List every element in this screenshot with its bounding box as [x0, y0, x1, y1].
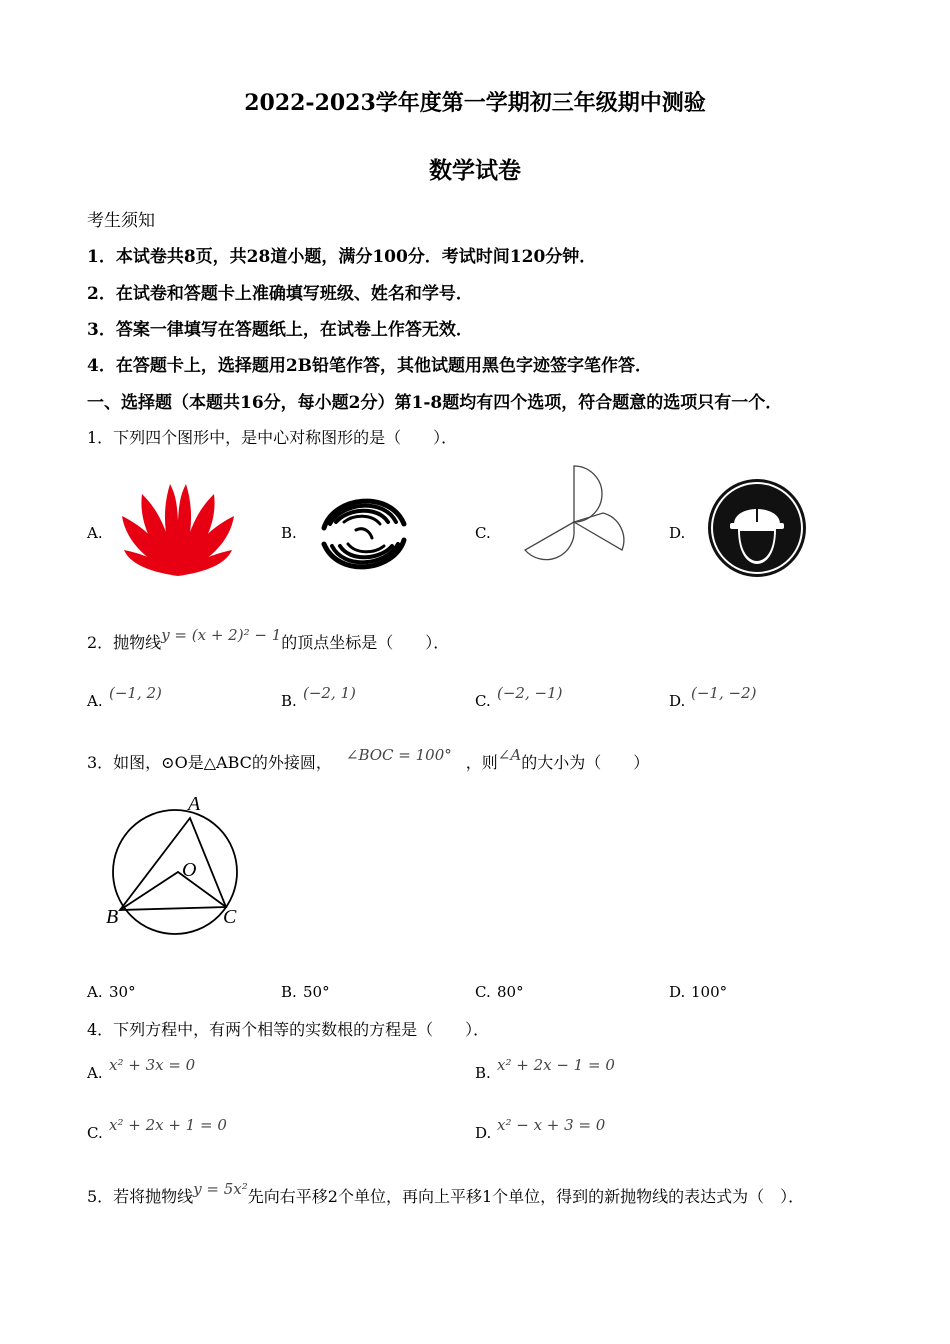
q2-option-a-value: (−1, 2): [109, 684, 162, 702]
q3-option-b: [281, 983, 330, 1001]
q4-option-a-value: x² + 3x = 0: [109, 1056, 196, 1074]
q2-stem-pre: 2．抛物线: [87, 633, 162, 652]
q1-option-c-label: C.: [475, 524, 491, 542]
q3-option-d-value: 100°: [691, 983, 728, 1001]
notice-item-3: 3．答案一律填写在答题纸上，在试卷上作答无效．: [87, 320, 473, 340]
q4-option-a-label: A.: [87, 1064, 103, 1082]
notice-heading: 考生须知: [87, 211, 155, 231]
q1-option-b-label: B.: [281, 524, 297, 542]
huawei-logo-icon: [122, 480, 234, 578]
question-4-stem: 4．下列方程中，有两个相等的实数根的方程是（ ）．: [87, 1020, 490, 1039]
question-1-stem: 1．下列四个图形中，是中心对称图形的是（ ）．: [87, 428, 458, 447]
question-5-stem: [87, 1180, 805, 1207]
notice-item-1: 1．本试卷共8页，共28道小题，满分100分．考试时间120分钟．: [87, 247, 597, 267]
q3-option-d-label: D.: [669, 983, 686, 1001]
notice-item-2: 2．在试卷和答题卡上准确填写班级、姓名和学号．: [87, 284, 473, 304]
figure-label-b: B: [106, 906, 119, 928]
q5-stem-pre: 5．若将抛物线: [87, 1187, 194, 1206]
q3-option-c: [475, 983, 524, 1001]
q5-formula: y = 5x²: [193, 1180, 248, 1198]
q2-option-d-value: (−1, −2): [691, 684, 757, 702]
swirl-logo-icon: [318, 488, 410, 580]
q4-option-b-label: B.: [475, 1064, 491, 1082]
q2-option-c: [475, 684, 563, 710]
q2-option-c-value: (−2, −1): [497, 684, 563, 702]
q2-option-b: [281, 684, 356, 710]
q5-stem-post: 先向右平移2个单位，再向上平移1个单位，得到的新抛物线的表达式为（ ）．: [247, 1187, 805, 1206]
q3-option-a-label: A.: [87, 983, 103, 1001]
q2-option-a: [87, 684, 162, 710]
q2-option-a-label: A.: [87, 692, 103, 710]
q3-option-d: [669, 983, 727, 1001]
q4-option-b-value: x² + 2x − 1 = 0: [497, 1056, 615, 1074]
q4-option-d-label: D.: [475, 1124, 492, 1142]
q4-option-b: [475, 1056, 615, 1082]
q1-option-a-label: A.: [87, 524, 103, 542]
q2-option-d-label: D.: [669, 692, 686, 710]
q2-option-d: [669, 684, 757, 710]
q3-stem-post: 的大小为（ ）: [521, 753, 650, 772]
q2-option-b-value: (−2, 1): [303, 684, 356, 702]
q4-option-c: [87, 1116, 227, 1142]
question-3-stem: [87, 746, 650, 773]
q4-option-d-value: x² − x + 3 = 0: [497, 1116, 606, 1134]
q1-option-d-label: D.: [669, 524, 686, 542]
q3-option-a: [87, 983, 136, 1001]
figure-label-o: O: [182, 859, 197, 881]
section-heading: 一、选择题（本题共16分，每小题2分）第1-8题均有四个选项，符合题意的选项只有一个．: [87, 393, 783, 413]
q3-option-b-value: 50°: [303, 983, 330, 1001]
q3-formula-angle-boc: ∠BOC = 100°: [345, 746, 452, 764]
q3-formula-angle-a: ∠A: [497, 746, 522, 764]
q4-option-c-label: C.: [87, 1124, 103, 1142]
figure-label-c: C: [223, 906, 237, 928]
question-2-stem: [87, 626, 450, 653]
pinwheel-figure-icon: [522, 464, 630, 566]
q3-option-c-value: 80°: [497, 983, 524, 1001]
q3-option-b-label: B.: [281, 983, 297, 1001]
notice-item-4: 4．在答题卡上，选择题用2B铅笔作答，其他试题用黑色字迹签字笔作答．: [87, 356, 653, 376]
page-subtitle: 数学试卷: [429, 157, 521, 184]
q3-option-c-label: C.: [475, 983, 491, 1001]
q4-option-c-value: x² + 2x + 1 = 0: [109, 1116, 227, 1134]
q4-option-d: [475, 1116, 606, 1142]
q3-option-a-value: 30°: [109, 983, 136, 1001]
page-title: 2022-2023学年度第一学期初三年级期中测验: [244, 90, 706, 116]
circle-triangle-figure: [100, 790, 250, 940]
q2-option-b-label: B.: [281, 692, 297, 710]
figure-label-a: A: [188, 793, 201, 815]
q2-option-c-label: C.: [475, 692, 491, 710]
safety-helmet-sign-icon: [706, 478, 808, 578]
q4-option-a: [87, 1056, 196, 1082]
q3-stem-mid: ，则: [465, 753, 498, 772]
q2-formula: y = (x + 2)² − 1: [161, 626, 282, 644]
q2-stem-post: 的顶点坐标是（ ）．: [281, 633, 450, 652]
q3-stem-pre: 3．如图，⊙O是△ABC的外接圆，: [87, 753, 332, 772]
